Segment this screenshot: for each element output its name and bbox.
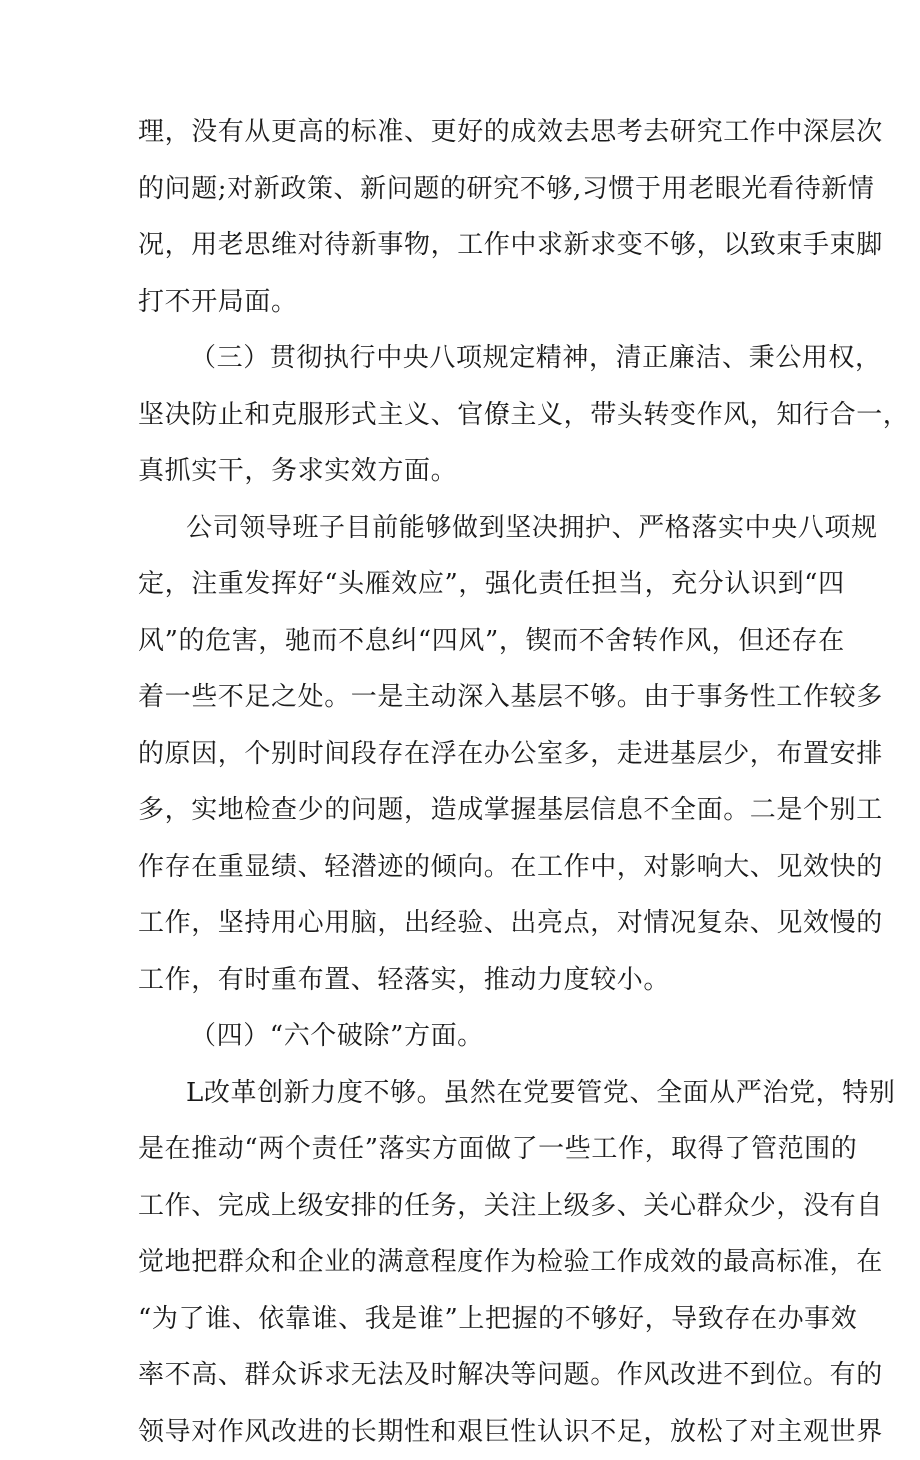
text-line: 是在推动“两个责任”落实方面做了一些工作，取得了管范围的 [138,1121,786,1178]
text-line: 坚决防止和克服形式主义、官僚主义，带头转变作风，知行合一， [138,387,786,444]
text-line: 况，用老思维对待新事物，工作中求新求变不够，以致束手束脚 [138,217,786,274]
text-line: 率不高、群众诉求无法及时解决等问题。作风改进不到位。有的 [138,1347,786,1404]
text-line: 工作、完成上级安排的任务，关注上级多、关心群众少，没有自 [138,1178,786,1235]
text-line: 理，没有从更高的标准、更好的成效去思考去研究工作中深层次 [138,104,786,161]
section-heading-four: （四）“六个破除”方面。 [138,1008,786,1065]
text-line: 领导对作风改进的长期性和艰巨性认识不足，放松了对主观世界 [138,1404,786,1460]
text-line: 着一些不足之处。一是主动深入基层不够。由于事务性工作较多 [138,669,786,726]
text-line: 工作，有时重布置、轻落实，推动力度较小。 [138,952,786,1009]
text-line: 定，注重发挥好“头雁效应”，强化责任担当，充分认识到“四 [138,556,786,613]
text-line: 觉地把群众和企业的满意程度作为检验工作成效的最高标准，在 [138,1234,786,1291]
text-line: 的问题;对新政策、新问题的研究不够,习惯于用老眼光看待新情 [138,161,786,218]
text-line: 风”的危害，驰而不息纠“四风”，锲而不舍转作风，但还存在 [138,613,786,670]
paragraph-first-line: L改革创新力度不够。虽然在党要管党、全面从严治党，特别 [138,1065,786,1122]
text-line: 工作，坚持用心用脑，出经验、出亮点，对情况复杂、见效慢的 [138,895,786,952]
text-line: 作存在重显绩、轻潜迹的倾向。在工作中，对影响大、见效快的 [138,839,786,896]
text-line: “为了谁、依靠谁、我是谁”上把握的不够好，导致存在办事效 [138,1291,786,1348]
document-body [138,104,786,1460]
section-heading-three: （三）贯彻执行中央八项规定精神，清正廉洁、秉公用权， [138,330,786,387]
paragraph-first-line: 公司领导班子目前能够做到坚决拥护、严格落实中央八项规 [138,500,786,557]
text-line: 打不开局面。 [138,274,786,331]
text-line: 多，实地检查少的问题，造成掌握基层信息不全面。二是个别工 [138,782,786,839]
text-line: 的原因，个别时间段存在浮在办公室多，走进基层少，布置安排 [138,726,786,783]
text-line: 真抓实干，务求实效方面。 [138,443,786,500]
